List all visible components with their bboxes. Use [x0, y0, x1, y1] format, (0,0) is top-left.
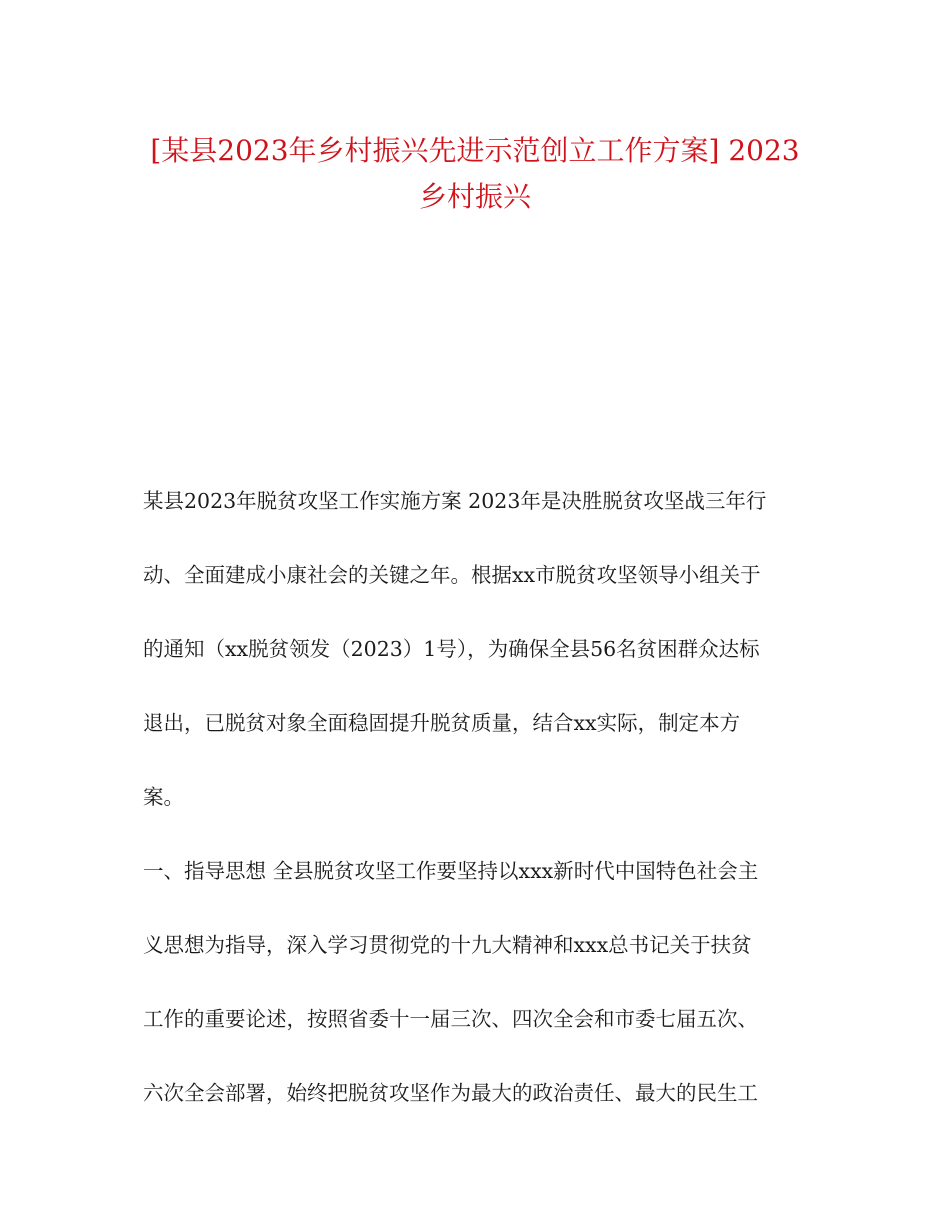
document-title [100, 128, 850, 220]
body-line: 一、指导思想 全县脱贫攻坚工作要坚持以xxx新时代中国特色社会主 [143, 859, 759, 883]
body-line: 动、全面建成小康社会的关键之年。根据xx市脱贫攻坚领导小组关于 [143, 563, 761, 587]
title-line-1: [某县2023年乡村振兴先进示范创立工作方案] 2023 [150, 134, 800, 167]
body-line: 工作的重要论述，按照省委十一届三次、四次全会和市委七届五次、 [143, 1007, 758, 1031]
body-line: 案。 [143, 785, 184, 809]
document-body [143, 481, 823, 1147]
body-line: 退出，已脱贫对象全面稳固提升脱贫质量，结合xx实际，制定本方 [143, 711, 741, 735]
title-line-2: 乡村振兴 [418, 180, 531, 213]
body-line: 义思想为指导，深入学习贯彻党的十九大精神和xxx总书记关于扶贫 [143, 933, 752, 957]
body-line: 六次全会部署，始终把脱贫攻坚作为最大的政治责任、最大的民生工 [143, 1081, 758, 1105]
body-line: 某县2023年脱贫攻坚工作实施方案 2023年是决胜脱贫攻坚战三年行 [143, 489, 767, 513]
body-line: 的通知（xx脱贫领发（2023）1号），为确保全县56名贫困群众达标 [143, 637, 760, 661]
